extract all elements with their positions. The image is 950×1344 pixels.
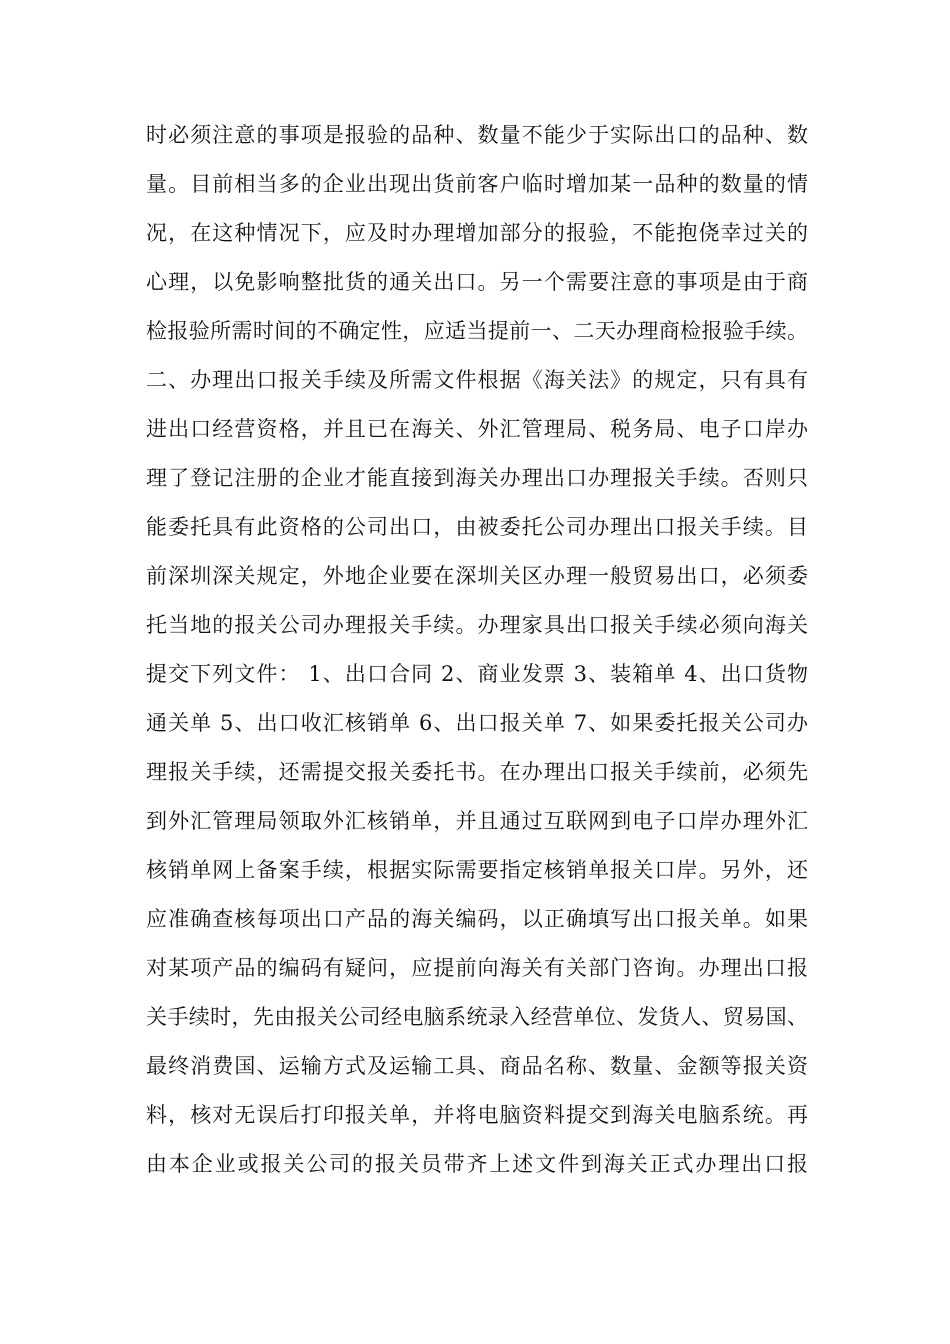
text-line: 二、办理出口报关手续及所需文件根据《海关法》的规定，只有具有 (146, 368, 808, 392)
text-line: 托当地的报关公司办理报关手续。办理家具出口报关手续必须向海关 (146, 613, 808, 637)
text-line: 况，在这种情况下，应及时办理增加部分的报验，不能抱侥幸过关的 (146, 221, 808, 245)
text-line: 理了登记注册的企业才能直接到海关办理出口办理报关手续。否则只 (146, 466, 808, 490)
text-line: 到外汇管理局领取外汇核销单，并且通过互联网到电子口岸办理外汇 (146, 809, 808, 833)
text-line: 心理，以免影响整批货的通关出口。另一个需要注意的事项是由于商 (146, 270, 808, 294)
text-line: 能委托具有此资格的公司出口，由被委托公司办理出口报关手续。目 (146, 515, 808, 539)
text-line: 最终消费国、运输方式及运输工具、商品名称、数量、金额等报关资 (146, 1054, 808, 1078)
text-line: 对某项产品的编码有疑问，应提前向海关有关部门咨询。办理出口报 (146, 956, 808, 980)
text-line: 前深圳深关规定，外地企业要在深圳关区办理一般贸易出口，必须委 (146, 564, 808, 588)
text-line: 时必须注意的事项是报验的品种、数量不能少于实际出口的品种、数 (146, 123, 808, 147)
body-text (146, 111, 808, 1189)
text-line: 进出口经营资格，并且已在海关、外汇管理局、税务局、电子口岸办 (146, 417, 808, 441)
text-line: 检报验所需时间的不确定性，应适当提前一、二天办理商检报验手续。 (146, 319, 808, 343)
text-line: 提交下列文件： 1、出口合同 2、商业发票 3、装箱单 4、出口货物 (146, 662, 808, 686)
text-line: 通关单 5、出口收汇核销单 6、出口报关单 7、如果委托报关公司办 (146, 711, 808, 735)
text-line: 关手续时，先由报关公司经电脑系统录入经营单位、发货人、贸易国、 (146, 1005, 808, 1029)
text-line: 核销单网上备案手续，根据实际需要指定核销单报关口岸。另外，还 (146, 858, 808, 882)
text-line: 应准确查核每项出口产品的海关编码，以正确填写出口报关单。如果 (146, 907, 808, 931)
text-line: 理报关手续，还需提交报关委托书。在办理出口报关手续前，必须先 (146, 760, 808, 784)
text-line: 量。目前相当多的企业出现出货前客户临时增加某一品种的数量的情 (146, 172, 808, 196)
text-line: 由本企业或报关公司的报关员带齐上述文件到海关正式办理出口报 (146, 1152, 808, 1176)
text-line: 料，核对无误后打印报关单，并将电脑资料提交到海关电脑系统。再 (146, 1103, 808, 1127)
